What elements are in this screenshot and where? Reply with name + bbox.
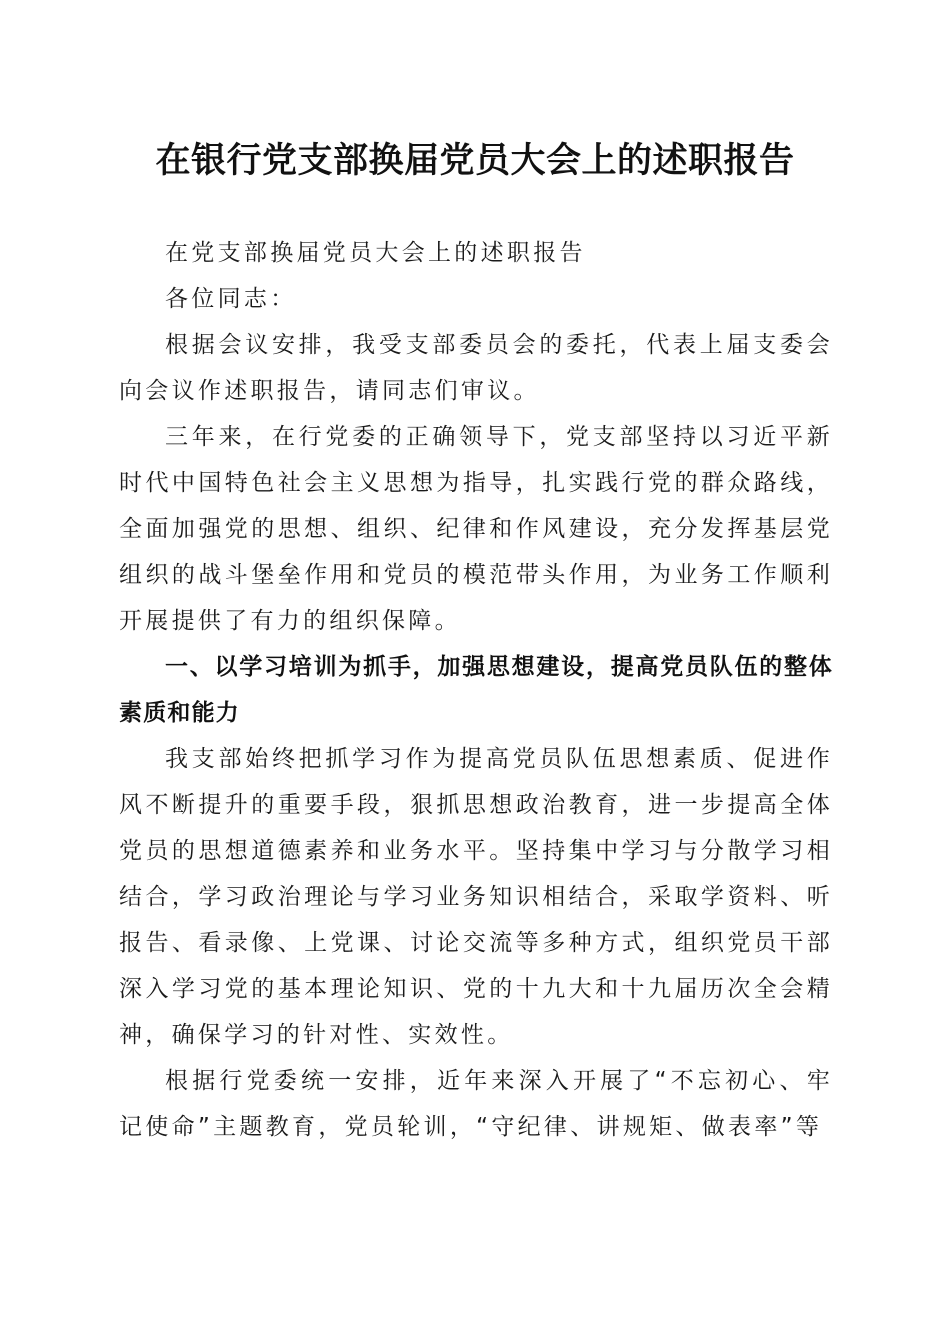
document-body [119, 230, 833, 1150]
document-title: 在银行党支部换届党员大会上的述职报告 [155, 140, 795, 181]
section-1-paragraph-1: 我支部始终把抓学习作为提高党员队伍思想素质、促进作风不断提升的重要手段，狠抓思想政治教育，进一步提高全体党员的思想道德素养和业务水平。坚持集中学习与分散学习相结合，学习政治理论与学习业务知识相结合，采取学资料、听报告、看录像、上党课、讨论交流等多种方式，组织党员干部深入学习党的基本理论知识、党的十九大和十九届历次全会精神，确保学习的针对性、实效性。 [119, 746, 833, 1048]
section-heading-1: 一、以学习培训为抓手，加强思想建设，提高党员队伍的整体素质和能力 [119, 654, 833, 726]
paragraph-summary: 三年来，在行党委的正确领导下，党支部坚持以习近平新时代中国特色社会主义思想为指导，扎实践行党的群众路线，全面加强党的思想、组织、纪律和作风建设，充分发挥基层党组织的战斗堡垒作用和党员的模范带头作用，为业务工作顺利开展提供了有力的组织保障。 [119, 424, 833, 634]
subtitle-line: 在党支部换届党员大会上的述职报告 [165, 240, 586, 266]
section-1-paragraph-2: 根据行党委统一安排，近年来深入开展了“不忘初心、牢记使命”主题教育，党员轮训，“守纪律、讲规矩、做表率”等 [119, 1068, 833, 1140]
salutation: 各位同志： [165, 286, 297, 312]
paragraph-intro: 根据会议安排，我受支部委员会的委托，代表上届支委会向会议作述职报告，请同志们审议。 [119, 332, 833, 404]
